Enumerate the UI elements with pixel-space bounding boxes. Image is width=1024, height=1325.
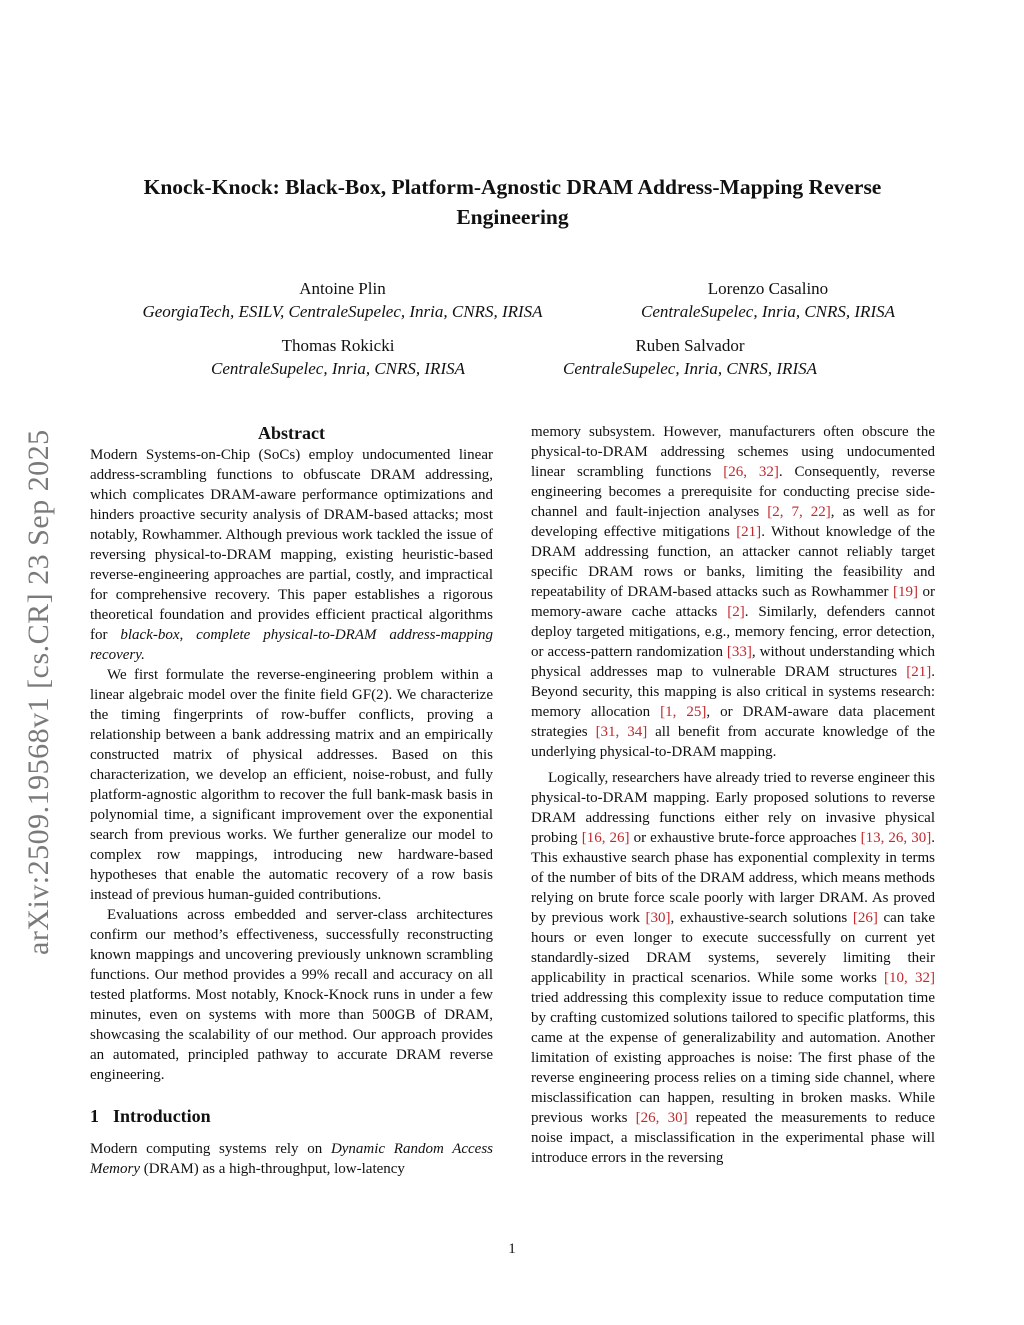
citation-link[interactable]: [26, 32]	[723, 464, 779, 480]
body-text: . This exhaustive search phase has exponential complexity in terms of the number of bits of the DRAM address, which means methods relying on brute force scale poorly with larger DRAM. As proved by previous work	[531, 830, 935, 926]
citation-link[interactable]: [21]	[906, 664, 932, 680]
citation-link[interactable]: [33]	[726, 644, 752, 660]
citation-link[interactable]: [13, 26, 30]	[860, 830, 932, 846]
citation-link[interactable]: [16, 26]	[581, 830, 630, 846]
author-name: Thomas Rokicki	[281, 336, 395, 355]
paper-title: Knock-Knock: Black-Box, Platform-Agnostic DRAM Address-Mapping Reverse Engineering	[143, 175, 882, 229]
body-text: , as well as for developing effective mitigations	[531, 504, 935, 540]
body-text: . Beyond security, this mapping is also critical in systems research: memory allocation	[531, 664, 935, 720]
body-text: tried addressing this complexity issue to reduce computation time by crafting customized solutions tailored to specific platforms, this came at the expense of generalizability and automation. Another limitation of existing approaches is noise: The first phase of the reverse engineering process relies on a timing side channel, where misclassification can happen, resulting in broken masks. While previous works	[531, 990, 935, 1126]
right-column	[531, 422, 935, 1168]
section-number: 1	[90, 1106, 99, 1126]
citation-link[interactable]: [21]	[736, 524, 762, 540]
citation-link[interactable]: [1, 25]	[660, 704, 707, 720]
body-text: Logically, researchers have already tried to reverse engineer this physical-to-DRAM mapping. Early proposed solutions to reverse DRAM addressing functions either rely on invasive physical probing	[531, 770, 935, 846]
page-number: 1	[508, 1241, 516, 1257]
abstract-paragraph	[90, 445, 493, 665]
body-text: or exhaustive brute-force approaches	[629, 830, 861, 846]
left-column	[90, 422, 493, 1179]
intro-paragraph-continued	[531, 422, 935, 762]
body-text: all benefit from accurate knowledge of the underlying physical-to-DRAM mapping.	[531, 724, 935, 760]
author-block	[178, 334, 498, 380]
body-text: memory subsystem. However, manufacturers often obscure the physical-to-DRAM addressing schemes using undocumented linear scrambling functions	[531, 424, 935, 480]
arxiv-stamp: arXiv:2509.19568v1 [cs.CR] 23 Sep 2025	[22, 429, 55, 955]
section-heading-introduction	[90, 1105, 493, 1127]
author-name: Antoine Plin	[299, 279, 386, 298]
body-text: or memory-aware cache attacks	[531, 584, 935, 620]
author-name: Lorenzo Casalino	[707, 279, 829, 298]
author-block	[530, 334, 850, 380]
intro-emphasis: Dynamic Random Access Memory	[90, 1141, 493, 1177]
author-name: Ruben Salvador	[635, 336, 745, 355]
body-text: , without understanding which physical addresses map to vulnerable DRAM structures	[531, 644, 935, 680]
author-affiliation: GeorgiaTech, ESILV, CentraleSupelec, Inria, CNRS, IRISA	[142, 302, 543, 321]
body-text: . Similarly, defenders cannot deploy targeted mitigations, e.g., memory fencing, error detection, or access-pattern randomization	[531, 604, 935, 660]
abstract-text: Modern Systems-on-Chip (SoCs) employ undocumented linear address-scrambling functions to obfuscate DRAM addressing, which complicates DRAM-aware performance optimizations and hinders proactive security analysis of DRAM-based attacks; most notably, Rowhammer. Although previous work tackled the issue of reversing physical-to-DRAM mapping, existing heuristic-based reverse-engineering approaches are partial, costly, and impractical for comprehensive recovery. This paper establishes a rigorous theoretical foundation and provides efficient practical algorithms for	[90, 447, 493, 643]
citation-link[interactable]: [2, 7, 22]	[767, 504, 831, 520]
intro-text: Modern computing systems rely on	[90, 1141, 331, 1157]
abstract-paragraph: We first formulate the reverse-engineering problem within a linear algebraic model over the finite field GF(2). We characterize the timing fingerprints of row-buffer conflicts, proving a relationship between a bank addressing matrix and an empirically constructed matrix of physical addresses. Based on this characterization, we develop an efficient, noise-robust, and fully platform-agnostic algorithm to recover the full bank-mask basis in polynomial time, a significant improvement over the exponential search from previous works. We further generalize our model to complex row mappings, introducing new hardware-based hypotheses that enable the automatic recovery of a row basis instead of previous human-guided contributions.	[90, 667, 493, 903]
body-text: . Without knowledge of the DRAM addressing function, an attacker cannot reliably target specific DRAM rows or banks, limiting the feasibility and repeatability of DRAM-based attacks such as Rowhammer	[531, 524, 935, 600]
body-text: repeated the measurements to reduce noise impact, a misclassification in the experimental phase will introduce errors in the reversing	[531, 1110, 936, 1166]
citation-link[interactable]: [26]	[852, 910, 878, 926]
intro-paragraph-start	[90, 1139, 493, 1179]
body-text: , exhaustive-search solutions	[670, 910, 853, 926]
intro-paragraph	[531, 768, 935, 1168]
citation-link[interactable]: [26, 30]	[635, 1110, 688, 1126]
body-text: . Consequently, reverse engineering becomes a prerequisite for conducting precise side-channel and fault-injection analyses	[531, 464, 935, 520]
author-block	[608, 277, 928, 323]
intro-text: (DRAM) as a high-throughput, low-latency	[139, 1161, 405, 1177]
section-title: Introduction	[113, 1106, 211, 1126]
body-text: can take hours or even longer to execute successfully on current yet standardly-sized DRAM systems, severely limiting their applicability in practical scenarios. While some works	[531, 910, 935, 986]
citation-link[interactable]: [10, 32]	[884, 970, 935, 986]
abstract-paragraph: Evaluations across embedded and server-class architectures confirm our method’s effectiveness, successfully reconstructing known mappings and uncovering previously unknown scrambling functions. Our method provides a 99% recall and accuracy on all tested platforms. Most notably, Knock-Knock runs in under a few minutes, even on systems with more than 500GB of DRAM, showcasing the scalability of our method. Our approach provides an automated, principled pathway to accurate DRAM reverse engineering.	[90, 907, 493, 1083]
author-affiliation: CentraleSupelec, Inria, CNRS, IRISA	[562, 359, 817, 378]
author-affiliation: CentraleSupelec, Inria, CNRS, IRISA	[640, 302, 895, 321]
abstract-emphasis: black-box, complete physical-to-DRAM address-mapping recovery.	[90, 627, 493, 663]
abstract-heading: Abstract	[258, 423, 325, 443]
body-text: , or DRAM-aware data placement strategies	[531, 704, 935, 740]
author-block	[100, 277, 585, 323]
author-affiliation: CentraleSupelec, Inria, CNRS, IRISA	[210, 359, 465, 378]
citation-link[interactable]: [30]	[645, 910, 671, 926]
citation-link[interactable]: [31, 34]	[595, 724, 648, 740]
citation-link[interactable]: [19]	[893, 584, 919, 600]
citation-link[interactable]: [2]	[727, 604, 745, 620]
